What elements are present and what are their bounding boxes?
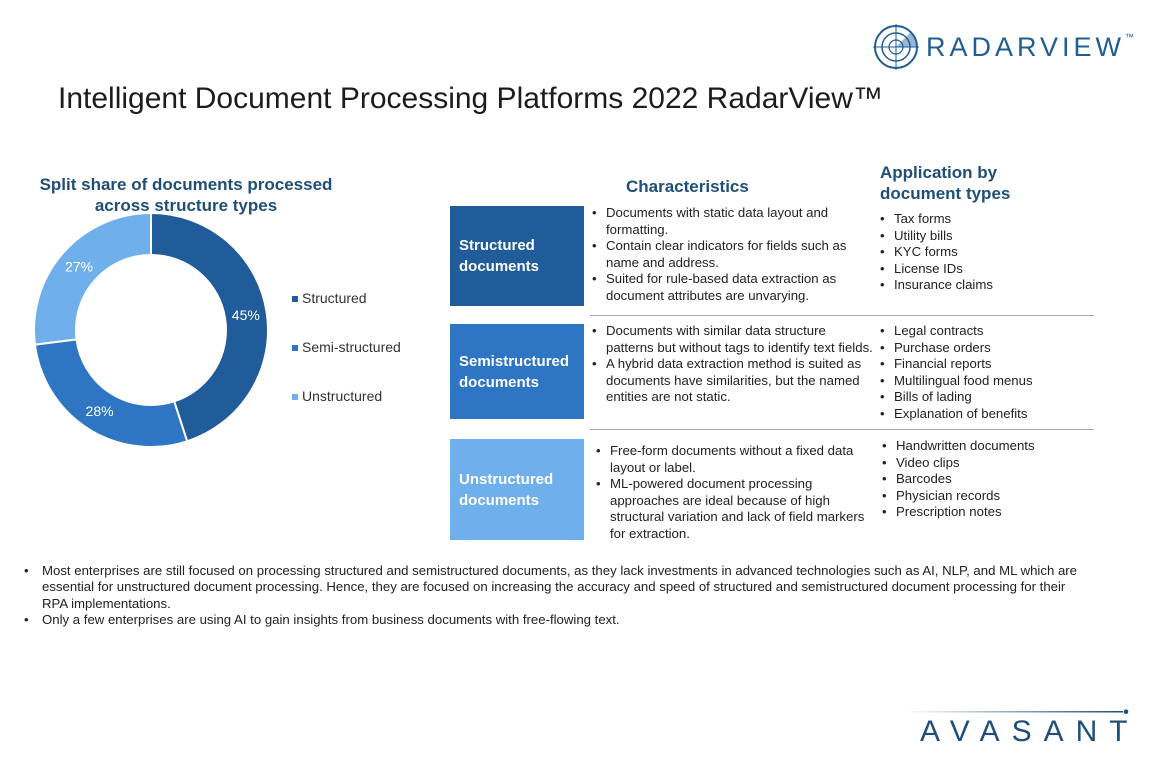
characteristics-list-unstructured: [594, 443, 874, 542]
legend-swatch: [292, 345, 298, 351]
legend-label: Structured: [302, 290, 367, 306]
list-item: • Utility bills: [878, 228, 1088, 245]
list-item: • Video clips: [880, 455, 1090, 472]
radar-icon: [871, 22, 921, 72]
list-item: • KYC forms: [878, 244, 1088, 261]
page-title: Intelligent Document Processing Platforms 2022 RadarView™: [58, 82, 883, 115]
list-item: • ML-powered document processing approaches are ideal because of high structural variation and lack of field markers for extraction.: [594, 476, 874, 542]
list-item: • Prescription notes: [880, 504, 1090, 521]
note-item: • Most enterprises are still focused on processing structured and semistructured documents, as they lack investments in advanced technologies such as AI, NLP, and ML which are essential for unstructured document processing. Hence, they are focused on increasing the accuracy and speed of structured and semistructured document processing for their RPA implementations.: [22, 563, 1092, 612]
applications-list-unstructured: [880, 438, 1090, 521]
characteristics-list-semistructured: [590, 323, 874, 406]
row-label-semistructured: Semistructured documents: [450, 324, 584, 419]
donut-slice-unstructured: [34, 213, 151, 345]
list-item: • A hybrid data extraction method is suited as documents have similarities, but the named entities are not static.: [590, 356, 874, 406]
legend-label: Unstructured: [302, 388, 383, 404]
list-item: • Barcodes: [880, 471, 1090, 488]
chart-title: Split share of documents processed across structure types: [39, 175, 333, 215]
list-item: • Suited for rule-based data extraction as document attributes are unvarying.: [590, 271, 876, 304]
radarview-logo: [871, 22, 1136, 72]
radarview-wordmark: RADARVIEW™: [926, 32, 1135, 62]
legend-swatch: [292, 394, 298, 400]
legend-item: [292, 339, 401, 355]
list-item: • Purchase orders: [878, 340, 1088, 357]
list-item: • Financial reports: [878, 356, 1088, 373]
row-label-unstructured: Unstructured documents: [450, 439, 584, 540]
list-item: • Documents with static data layout and formatting.: [590, 205, 876, 238]
list-item: • Contain clear indicators for fields such as name and address.: [590, 238, 876, 271]
list-item: • Explanation of benefits: [878, 406, 1088, 423]
characteristics-list-structured: [590, 205, 876, 304]
list-item: • Physician records: [880, 488, 1090, 505]
list-item: • License IDs: [878, 261, 1088, 278]
applications-header: Application by document types: [880, 163, 1011, 203]
row-label-structured: Structured documents: [450, 206, 584, 306]
row-divider: [590, 429, 1094, 430]
legend-item: [292, 388, 382, 404]
legend-swatch: [292, 296, 298, 302]
donut-slice-semi-structured: [35, 339, 187, 447]
data-label: 45%: [231, 306, 260, 323]
list-item: • Legal contracts: [878, 323, 1088, 340]
list-item: • Bills of lading: [878, 389, 1088, 406]
donut-chart: [22, 196, 282, 476]
legend-label: Semi-structured: [302, 339, 401, 355]
footnotes: [22, 563, 1092, 628]
list-item: • Handwritten documents: [880, 438, 1090, 455]
list-item: • Free-form documents without a fixed data layout or label.: [594, 443, 874, 476]
row-divider: [590, 315, 1094, 316]
list-item: • Documents with similar data structure patterns but without tags to identify text fields.: [590, 323, 874, 356]
avasant-logo: AVASANT: [920, 715, 1140, 748]
list-item: • Multilingual food menus: [878, 373, 1088, 390]
legend-item: [292, 290, 367, 306]
list-item: • Tax forms: [878, 211, 1088, 228]
characteristics-header: Characteristics: [626, 177, 749, 196]
applications-list-semistructured: [878, 323, 1088, 422]
data-label: 28%: [85, 403, 114, 420]
list-item: • Insurance claims: [878, 277, 1088, 294]
data-label: 27%: [64, 258, 94, 275]
note-item: • Only a few enterprises are using AI to gain insights from business documents with free-flowing text.: [22, 612, 1092, 628]
applications-list-structured: [878, 211, 1088, 294]
